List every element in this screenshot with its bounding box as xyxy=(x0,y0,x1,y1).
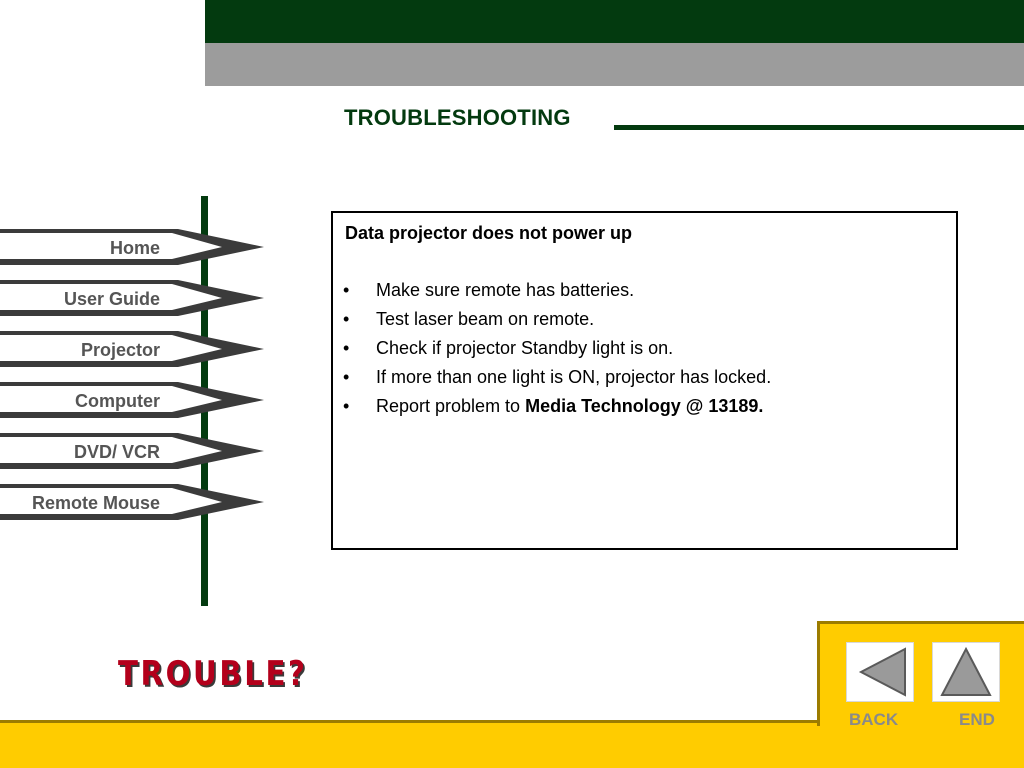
list-item xyxy=(343,279,771,308)
navigation-panel xyxy=(817,621,1024,729)
nav-item-dvd-vcr[interactable] xyxy=(0,432,266,472)
contact-info: Media Technology @ 13189. xyxy=(525,396,764,416)
trouble-banner: TROUBLE? xyxy=(118,654,308,694)
header-green-bar xyxy=(205,0,1024,43)
nav-label: Home xyxy=(109,238,160,258)
bullet-icon: • xyxy=(343,367,350,387)
back-button[interactable] xyxy=(846,642,914,702)
bullet-icon: • xyxy=(343,338,350,358)
bullet-text-prefix: Report problem to xyxy=(376,396,526,416)
list-item xyxy=(343,337,771,366)
list-item xyxy=(343,395,771,424)
bullet-text: Make sure remote has batteries. xyxy=(376,280,635,300)
nav-item-computer[interactable] xyxy=(0,381,266,421)
list-item xyxy=(343,366,771,395)
bullet-text: If more than one light is ON, projector has locked. xyxy=(376,367,772,387)
bullet-icon: • xyxy=(343,396,350,416)
nav-item-remote-mouse[interactable] xyxy=(0,483,266,523)
nav-label: User Guide xyxy=(63,289,160,309)
sidebar-nav xyxy=(0,0,270,768)
back-label[interactable]: BACK xyxy=(849,710,899,729)
bullet-icon: • xyxy=(343,280,350,300)
page-title: TROUBLESHOOTING xyxy=(344,105,571,130)
end-button[interactable] xyxy=(932,642,1000,702)
up-triangle-icon xyxy=(933,643,999,701)
nav-label: Projector xyxy=(80,340,160,360)
bullet-text: Check if projector Standby light is on. xyxy=(376,338,674,358)
header-gray-bar xyxy=(205,43,1024,86)
nav-label: Remote Mouse xyxy=(31,493,160,513)
footer-rule xyxy=(0,720,818,723)
left-triangle-icon xyxy=(847,643,913,701)
bullet-icon: • xyxy=(343,309,350,329)
nav-label: DVD/ VCR xyxy=(73,442,160,462)
title-underline xyxy=(614,125,1024,130)
bullet-text: Test laser beam on remote. xyxy=(376,309,595,329)
end-label[interactable]: END xyxy=(959,710,995,729)
nav-item-user-guide[interactable] xyxy=(0,279,266,319)
nav-item-projector[interactable] xyxy=(0,330,266,370)
nav-label: Computer xyxy=(75,391,160,411)
content-heading: Data projector does not power up xyxy=(345,223,633,243)
list-item xyxy=(343,308,771,337)
content-panel xyxy=(331,211,958,550)
bullet-list xyxy=(343,279,771,424)
nav-item-home[interactable] xyxy=(0,228,266,268)
